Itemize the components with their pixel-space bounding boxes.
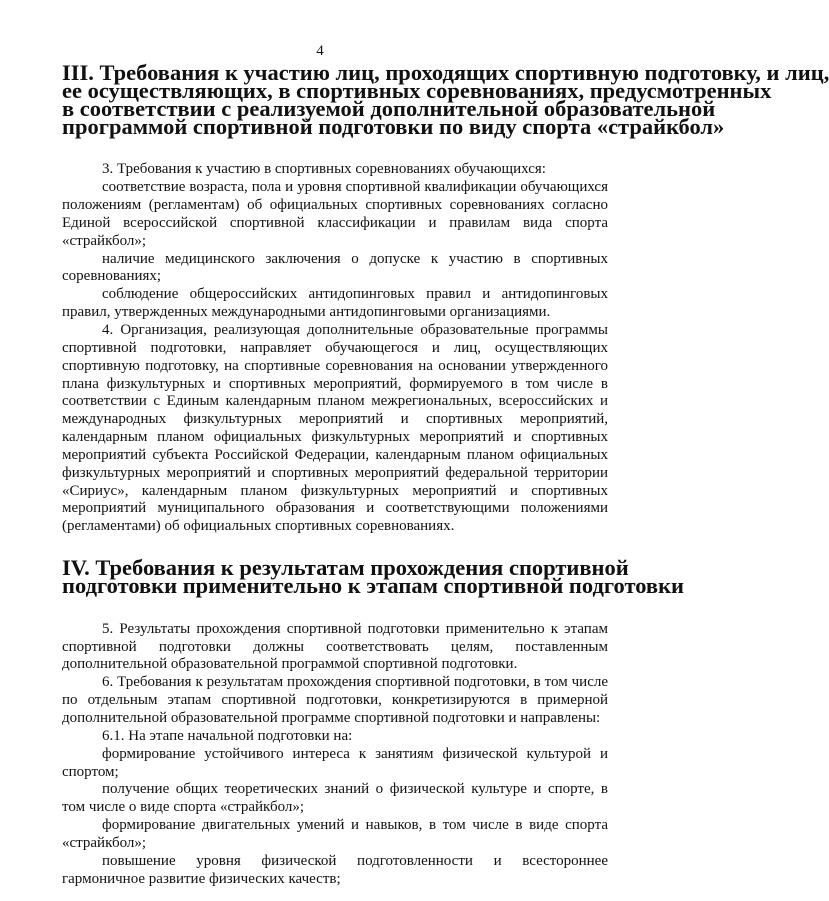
paragraph-item-6-1: 6.1. На этапе начальной подготовки на: bbox=[102, 727, 353, 744]
paragraph-item-3: 3. Требования к участию в спортивных соревнованиях обучающихся: bbox=[102, 161, 546, 178]
paragraph-antidoping: соблюдение общероссийских антидопинговых правил и антидопинговых правил, утвержденных международными антидопинговыми организациями. bbox=[62, 286, 608, 321]
section-3-heading bbox=[62, 60, 829, 139]
section-4-heading bbox=[62, 555, 685, 598]
paragraph-motor-skills: формирование двигательных умений и навыков, в том числе в виде спорта «страйкбол»; bbox=[62, 817, 608, 851]
paragraph-physical-fitness: повышение уровня физической подготовленности и всестороннее гармоничное развитие физических качеств; bbox=[62, 852, 608, 887]
page-number: 4 bbox=[316, 43, 324, 59]
section-3-heading-line: программой спортивной подготовки по виду спорта «страйкбол» bbox=[62, 113, 725, 139]
paragraph-medical-certificate: наличие медицинского заключения о допуске к участию в спортивных соревнованиях; bbox=[62, 250, 608, 285]
section-4-heading-line: IV. Требования к результатам прохождения спортивной bbox=[62, 555, 629, 581]
paragraph-item-6: 6. Требования к результатам прохождения спортивной подготовки, в том числе по отдельным этапам спортивной подготовки, конкретизируются в примерной дополнительной образовательной программе спортивной подготовки и направлены: bbox=[62, 674, 608, 726]
paragraph-item-4: 4. Организация, реализующая дополнительные образовательные программы спортивной подготовки, направляет обучающегося и лиц, осуществляющих спортивную подготовку, на спортивные соревнования на основании утвержденного плана физкультурных и спортивных мероприятий, формируемого в том числе в соответствии с Единым календарным планом межрегиональных, всероссийских и международных физкультурных мероприятий и спортивных мероприятий, календарным планом официальных физкультурных мероприятий и спортивных мероприятий субъекта Российской Федерации, календарным планом официальных физкультурных мероприятий и спортивных мероприятий федеральной территории «Сириус», календарным планом физкультурных мероприятий и спортивных мероприятий муниципального образования и соответствующими положениями (регламентами) об официальных спортивных соревнованиях. bbox=[62, 321, 608, 535]
document-body bbox=[62, 60, 829, 888]
paragraph-item-5: 5. Результаты прохождения спортивной подготовки применительно к этапам спортивной подготовки должны соответствовать целям, поставленным дополнительной образовательной программой спортивной подготовки. bbox=[62, 620, 608, 673]
section-3-heading-line: в соответствии с реализуемой дополнительной образовательной bbox=[62, 95, 716, 121]
section-3-heading-line: ее осуществляющих, в спортивных соревнованиях, предусмотренных bbox=[62, 77, 772, 103]
section-3-heading-line: III. Требования к участию лиц, проходящих спортивную подготовку, и лиц, bbox=[62, 60, 829, 85]
paragraph-age-requirement: соответствие возраста, пола и уровня спортивной квалификации обучающихся положениям (регламентам) об официальных спортивных соревнованиях согласно Единой всероссийской спортивной классификации и правилам вида спорта «страйкбол»; bbox=[62, 179, 608, 249]
section-4-heading-line: подготовки применительно к этапам спортивной подготовки bbox=[62, 572, 685, 598]
paragraph-theoretical-knowledge: получение общих теоретических знаний о физической культуре и спорте, в том числе о виде спорта «страйкбол»; bbox=[62, 781, 608, 816]
paragraph-interest-formation: формирование устойчивого интереса к занятиям физической культурой и спортом; bbox=[62, 745, 608, 780]
